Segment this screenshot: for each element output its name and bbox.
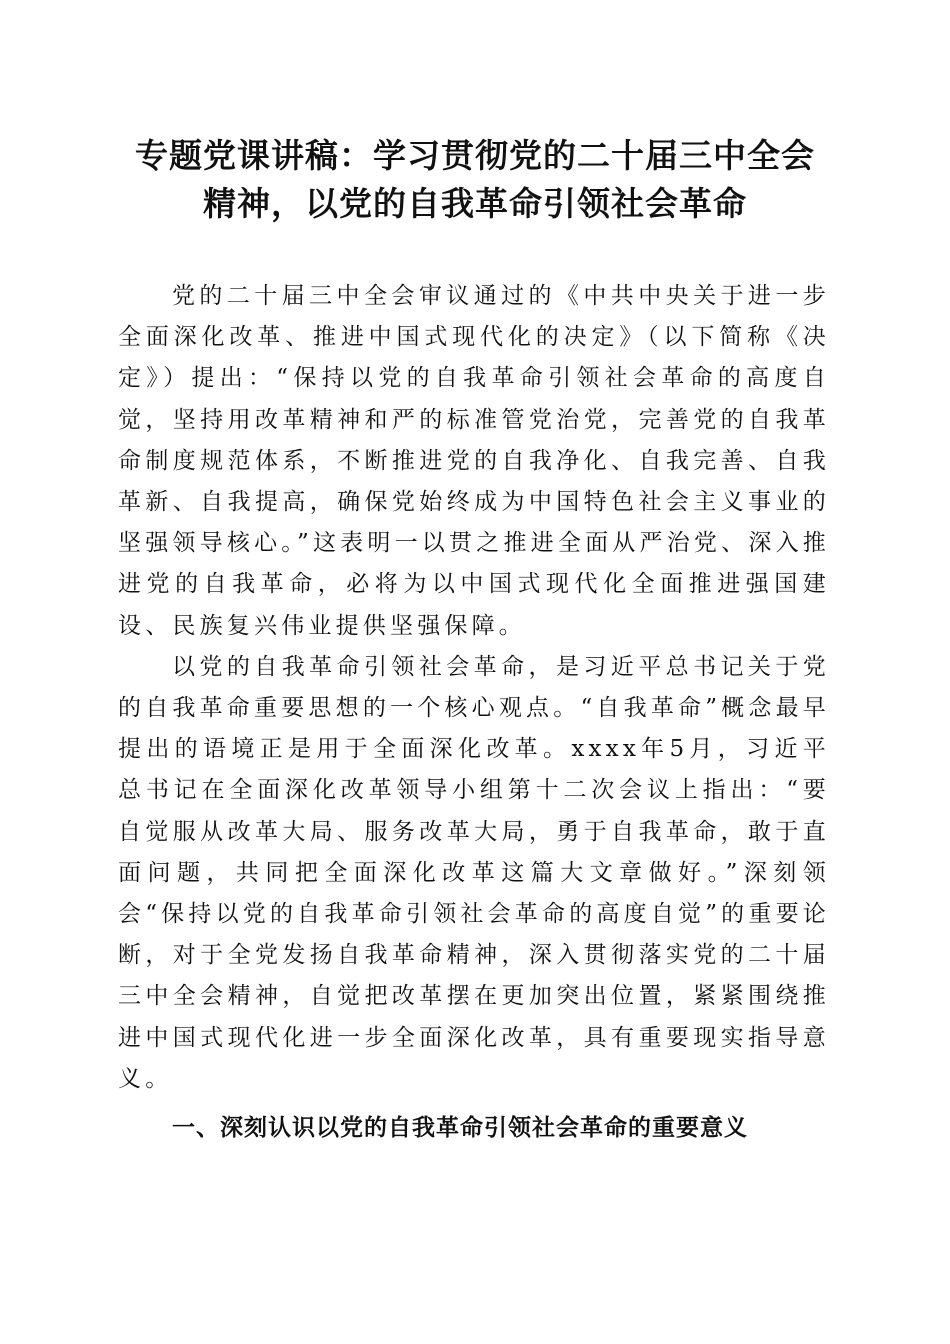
document-title [100, 132, 850, 228]
title-line-2: 精神，以党的自我革命引领社会革命 [203, 184, 747, 223]
section-heading: 一、深刻认识以党的自我革命引领社会革命的重要意义 [172, 1115, 748, 1142]
body-paragraph-2: 以党的自我革命引领社会革命，是习近平总书记关于党的自我革命重要思想的一个核心观点。“自我革命”概念最早提出的语境正是用于全面深化改革。xxxx年5月，习近平总书记在全面深化改革领导小组第十二次会议上指出：“要自觉服从改革大局、服务改革大局，勇于自我革命，敢于直面问题，共同把全面深化改革这篇大文章做好。”深刻领会“保持以党的自我革命引领社会革命的高度自觉”的重要论断，对于全党发扬自我革命精神，深入贯彻落实党的二十届三中全会精神，自觉把改革摆在更加突出位置，紧紧围绕推进中国式现代化进一步全面深化改革，具有重要现实指导意义。 [118, 653, 830, 1092]
document-body [118, 276, 830, 1149]
body-paragraph-1: 党的二十届三中全会审议通过的《中共中央关于进一步全面深化改革、推进中国式现代化的决定》（以下简称《决定》）提出：“保持以党的自我革命引领社会革命的高度自觉，坚持用改革精神和严的标准管党治党，完善党的自我革命制度规范体系，不断推进党的自我净化、自我完善、自我革新、自我提高，确保党始终成为中国特色社会主义事业的坚强领导核心。”这表明一以贯之推进全面从严治党、深入推进党的自我革命，必将为以中国式现代化全面推进强国建设、民族复兴伟业提供坚强保障。 [118, 283, 830, 639]
title-line-1: 专题党课讲稿：学习贯彻党的二十届三中全会 [135, 136, 815, 175]
